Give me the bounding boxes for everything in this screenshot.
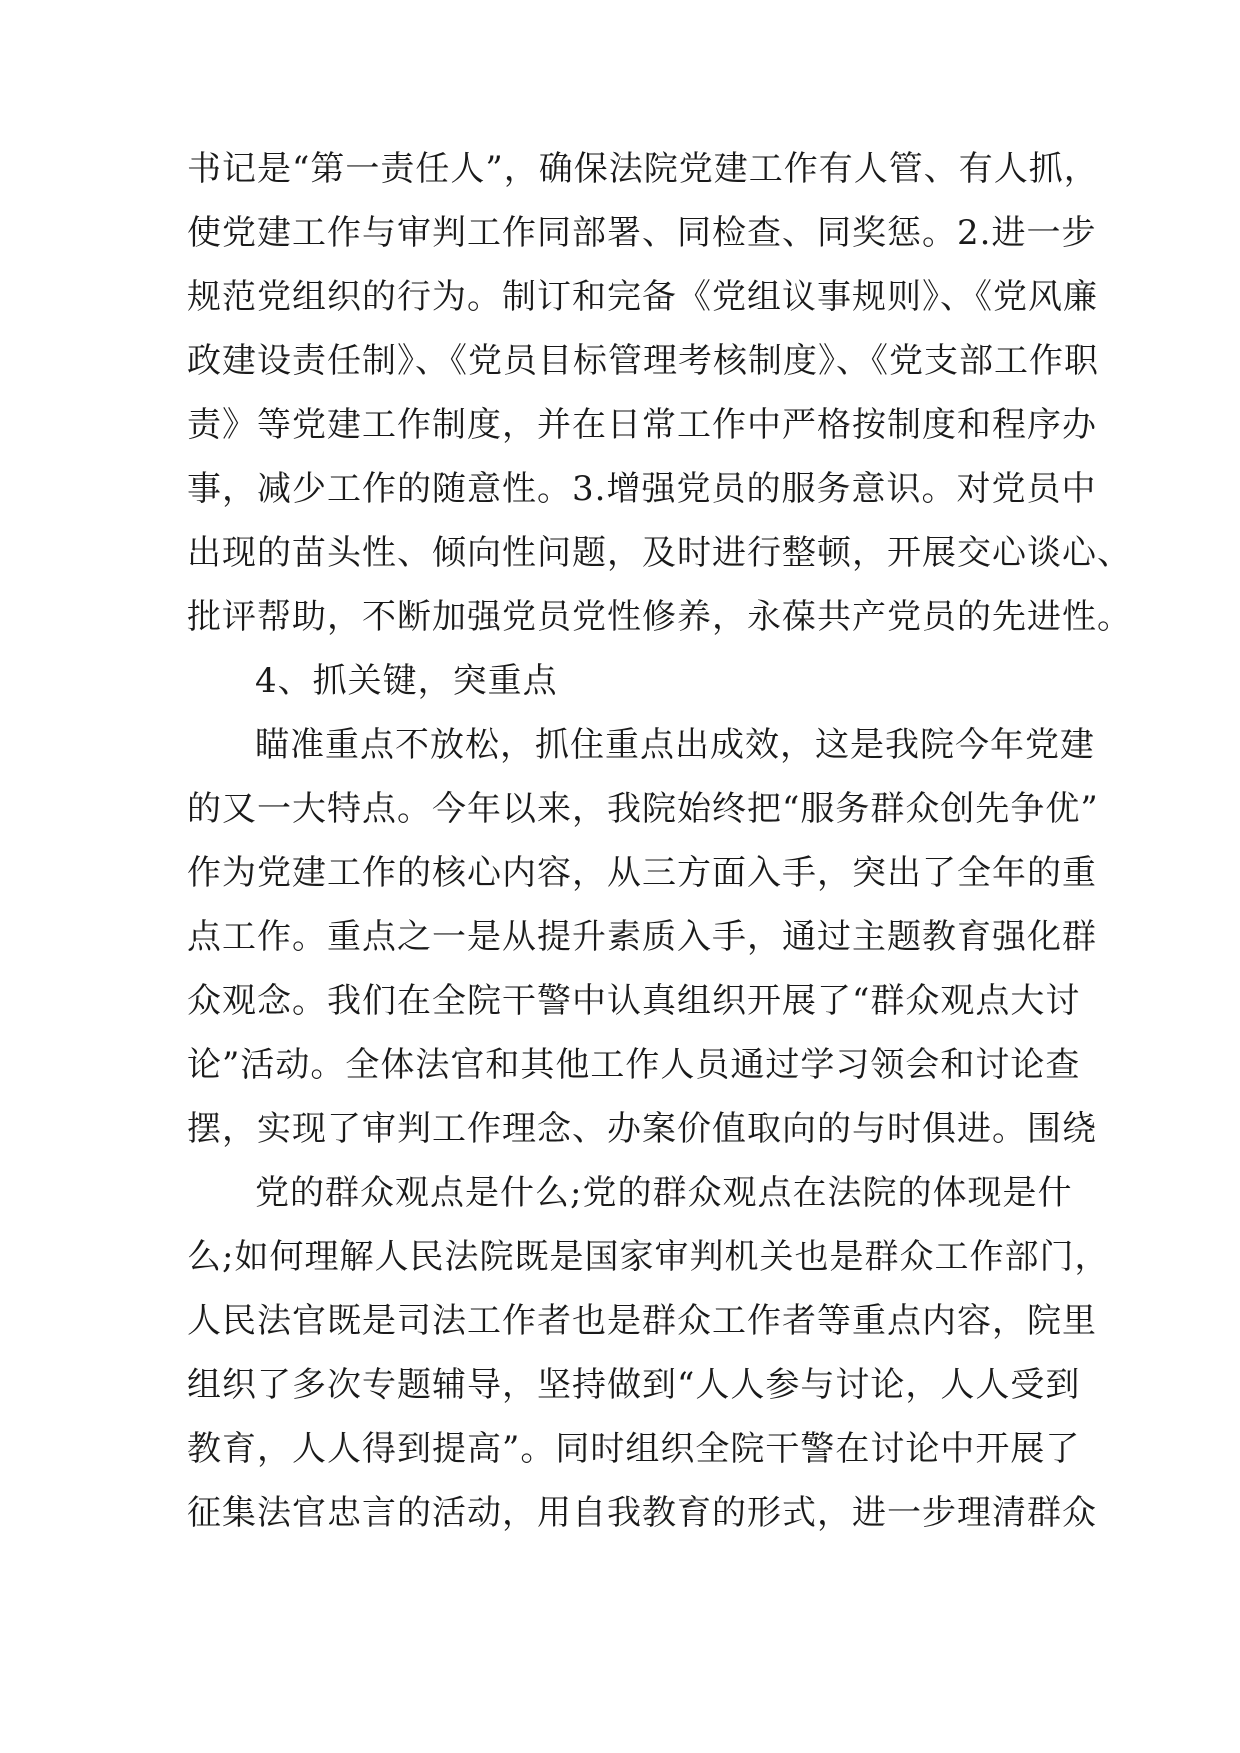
text-line: 人民法官既是司法工作者也是群众工作者等重点内容，院里	[187, 1301, 1097, 1341]
text-line: 众观念。我们在全院干警中认真组织开展了“群众观点大讨	[187, 981, 1081, 1021]
text-line: 规范党组织的行为。制订和完备《党组议事规则》、《党风廉	[187, 277, 1098, 317]
paragraph-first-line: 党的群众观点是什么;党的群众观点在法院的体现是什	[255, 1173, 1073, 1213]
text-line: 点工作。重点之一是从提升素质入手，通过主题教育强化群	[187, 917, 1097, 957]
text-line: 组织了多次专题辅导，坚持做到“人人参与讨论，人人受到	[187, 1365, 1081, 1405]
text-line: 作为党建工作的核心内容，从三方面入手，突出了全年的重	[187, 853, 1097, 893]
text-line: 出现的苗头性、倾向性问题，及时进行整顿，开展交心谈心、	[187, 533, 1132, 573]
text-line: 批评帮助，不断加强党员党性修养，永葆共产党员的先进性。	[187, 597, 1132, 637]
text-line: 责》等党建工作制度，并在日常工作中严格按制度和程序办	[187, 405, 1097, 445]
text-line: 事，减少工作的随意性。3.增强党员的服务意识。对党员中	[187, 469, 1097, 509]
paragraph-first-line: 瞄准重点不放松，抓住重点出成效，这是我院今年党建	[255, 725, 1095, 765]
text-line: 摆，实现了审判工作理念、办案价值取向的与时俱进。围绕	[187, 1109, 1097, 1149]
text-line: 论”活动。全体法官和其他工作人员通过学习领会和讨论查	[187, 1045, 1081, 1085]
text-line: 书记是“第一责任人”，确保法院党建工作有人管、有人抓，	[187, 149, 1099, 189]
text-line: 的又一大特点。今年以来，我院始终把“服务群众创先争优”	[187, 789, 1099, 829]
text-line: 教育，人人得到提高”。同时组织全院干警在讨论中开展了	[187, 1429, 1081, 1469]
text-line: 么;如何理解人民法院既是国家审判机关也是群众工作部门，	[187, 1237, 1110, 1277]
text-line: 征集法官忠言的活动，用自我教育的形式，进一步理清群众	[187, 1493, 1097, 1533]
text-line: 政建设责任制》、《党员目标管理考核制度》、《党支部工作职	[187, 341, 1099, 381]
text-line: 使党建工作与审判工作同部署、同检查、同奖惩。2.进一步	[187, 213, 1097, 253]
section-heading: 4、抓关键，突重点	[255, 661, 558, 701]
